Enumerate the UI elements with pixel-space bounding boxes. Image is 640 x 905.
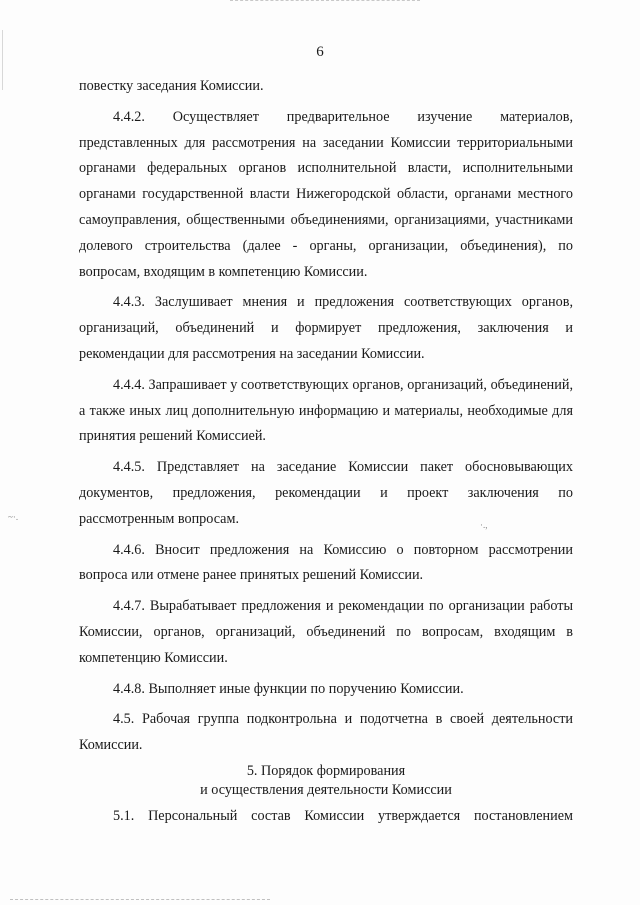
paragraph-4-4-3: 4.4.3. Заслушивает мнения и предложения соответствующих органов, организаций, объединений и формирует предложения, заключения и рекомендации для рассмотрения на заседании Комиссии. [79,294,573,362]
scan-artifact [10,899,270,902]
scan-artifact [230,0,420,3]
paragraph-4-4-6: 4.4.6. Вносит предложения на Комиссию о повторном рассмотрении вопроса или отмене ранее принятых решений Комиссии. [79,541,573,584]
body-text [79,74,573,759]
paragraph-4-4-2: 4.4.2. Осуществляет предварительное изучение материалов, представленных для рассмотрения на заседании Комиссии территориальными органами федеральных органов исполнительной власти, исполнительными органами государственной власти Нижегородской области, органами местного самоуправления, общественными объединениями, организациями, участниками долевого строительства (далее - органы, организации, объединения), по вопросам, входящим в компетенцию Комиссии. [79,108,573,280]
paragraph-4-5: 4.5. Рабочая группа подконтрольна и подотчетна в своей деятельности Комиссии. [79,711,573,754]
paragraph-4-4-7: 4.4.7. Вырабатывает предложения и рекомендации по организации работы Комиссии, органов, организаций, объединений по вопросам, входящим в компетенцию Комиссии. [79,598,573,666]
paragraph-continuation: повестку заседания Комиссии. [79,78,264,94]
paragraph-4-4-8: 4.4.8. Выполняет иные функции по поручению Комиссии. [113,680,464,697]
section-heading-line-2: и осуществления деятельности Комиссии [200,782,452,798]
section-heading [79,762,573,800]
paragraph-4-4-5: 4.4.5. Представляет на заседание Комиссии пакет обосновывающих документов, предложения, рекомендации и проект заключения по рассмотренным вопросам. [79,459,573,527]
paragraph-5-1: 5.1. Персональный состав Комиссии утверждается постановлением [113,808,573,824]
scan-speck: ~·. [8,512,19,522]
paragraph-4-4-4: 4.4.4. Запрашивает у соответствующих органов, организаций, объединений, а также иных лиц дополнительную информацию и материалы, необходимые для принятия решений Комиссией. [79,376,573,445]
scan-speck: ·., [480,520,488,530]
section-heading-line-1: 5. Порядок формирования [246,763,406,779]
page-number: 6 [316,44,324,60]
